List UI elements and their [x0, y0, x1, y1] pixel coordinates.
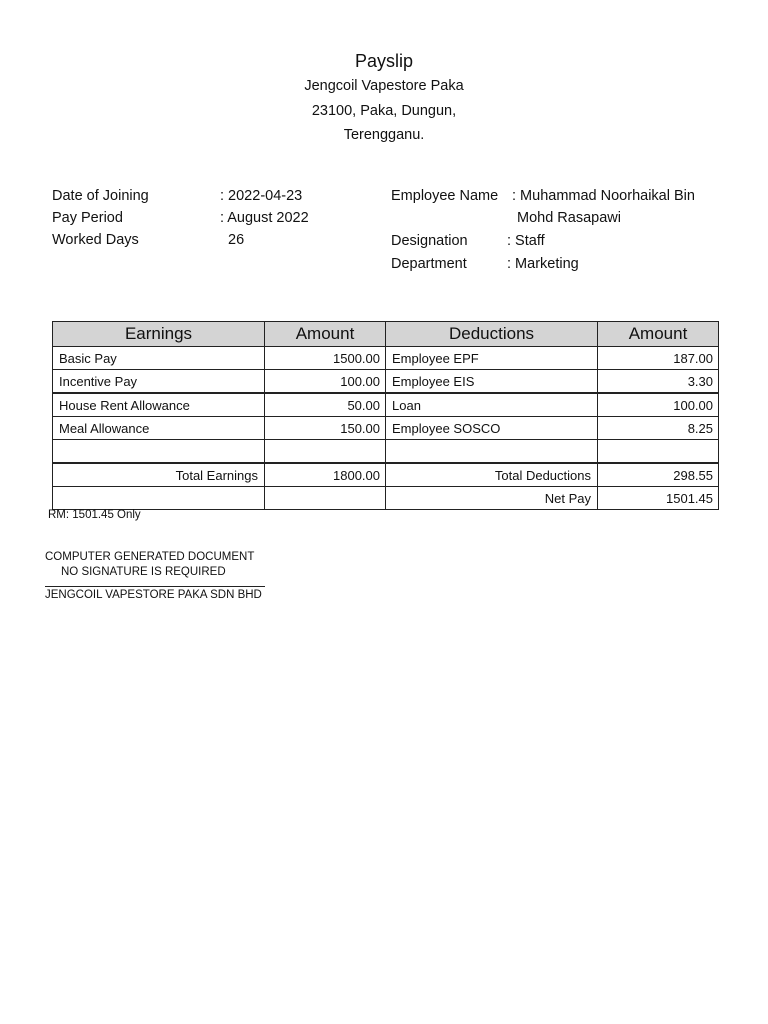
worked-days-label: Worked Days	[52, 232, 139, 248]
date-of-joining-label: Date of Joining	[52, 188, 149, 204]
deduction-amount: 187.00	[598, 347, 719, 370]
designation-label: Designation	[391, 233, 468, 249]
worked-days-row	[52, 229, 309, 251]
employee-name-label: Employee Name	[391, 188, 499, 204]
footer-company: JENGCOIL VAPESTORE PAKA SDN BHD	[45, 589, 262, 601]
amount-in-words: RM: 1501.45 Only	[48, 509, 141, 521]
department-value: : Marketing	[507, 256, 579, 272]
employee-name-value-cont: Mohd Rasapawi	[517, 210, 621, 226]
earnings-amount-header: Amount	[265, 322, 386, 347]
company-address-line1: 23100, Paka, Dungun,	[311, 102, 457, 119]
payslip-header	[0, 48, 768, 148]
table-row	[53, 393, 719, 417]
deduction-amount: 100.00	[598, 393, 719, 417]
earnings-header: Earnings	[53, 322, 265, 347]
deduction-amount: 8.25	[598, 417, 719, 440]
employment-details	[52, 185, 309, 251]
company-address-line2: Terengganu.	[343, 127, 425, 143]
total-deductions-label: Total Deductions	[386, 463, 598, 487]
earning-label: Meal Allowance	[53, 417, 265, 440]
date-of-joining-row	[52, 185, 309, 207]
net-pay-value: 1501.45	[598, 487, 719, 510]
table-row	[53, 417, 719, 440]
empty-row	[53, 440, 719, 464]
earning-label: Basic Pay	[53, 347, 265, 370]
footer	[45, 550, 265, 603]
designation-row	[391, 230, 695, 252]
pay-period-label: Pay Period	[52, 210, 123, 226]
deduction-label: Loan	[386, 393, 598, 417]
earning-label: Incentive Pay	[53, 370, 265, 394]
department-label: Department	[391, 256, 467, 272]
total-deductions-value: 298.55	[598, 463, 719, 487]
employee-name-row	[391, 185, 695, 207]
earning-amount: 100.00	[265, 370, 386, 394]
deductions-amount-header: Amount	[598, 322, 719, 347]
earning-amount: 50.00	[265, 393, 386, 417]
pay-period-value: : August 2022	[220, 210, 309, 226]
earning-amount: 150.00	[265, 417, 386, 440]
table-header-row	[53, 322, 719, 347]
footer-line2: NO SIGNATURE IS REQUIRED	[61, 566, 226, 578]
employee-name-value: : Muhammad Noorhaikal Bin	[512, 188, 695, 204]
deduction-label: Employee EPF	[386, 347, 598, 370]
deduction-amount: 3.30	[598, 370, 719, 394]
earning-label: House Rent Allowance	[53, 393, 265, 417]
signature-line	[45, 586, 265, 587]
deductions-header: Deductions	[386, 322, 598, 347]
total-earnings-value: 1800.00	[265, 463, 386, 487]
company-name: Jengcoil Vapestore Paka	[304, 78, 464, 94]
footer-line1: COMPUTER GENERATED DOCUMENT	[45, 551, 255, 563]
deduction-label: Employee SOSCO	[386, 417, 598, 440]
table-row	[53, 347, 719, 370]
deduction-label: Employee EIS	[386, 370, 598, 394]
net-pay-row	[53, 487, 719, 510]
total-earnings-label: Total Earnings	[53, 463, 265, 487]
net-pay-label: Net Pay	[386, 487, 598, 510]
employee-name-continuation	[391, 207, 695, 229]
date-of-joining-value: : 2022-04-23	[220, 188, 303, 204]
table-row	[53, 370, 719, 394]
page-title: Payslip	[354, 51, 414, 71]
earnings-deductions-table	[52, 321, 719, 510]
earning-amount: 1500.00	[265, 347, 386, 370]
totals-row	[53, 463, 719, 487]
worked-days-value: 26	[228, 232, 245, 248]
designation-value: : Staff	[507, 233, 545, 249]
department-row	[391, 253, 695, 275]
pay-period-row	[52, 207, 309, 229]
employee-details	[391, 185, 695, 275]
